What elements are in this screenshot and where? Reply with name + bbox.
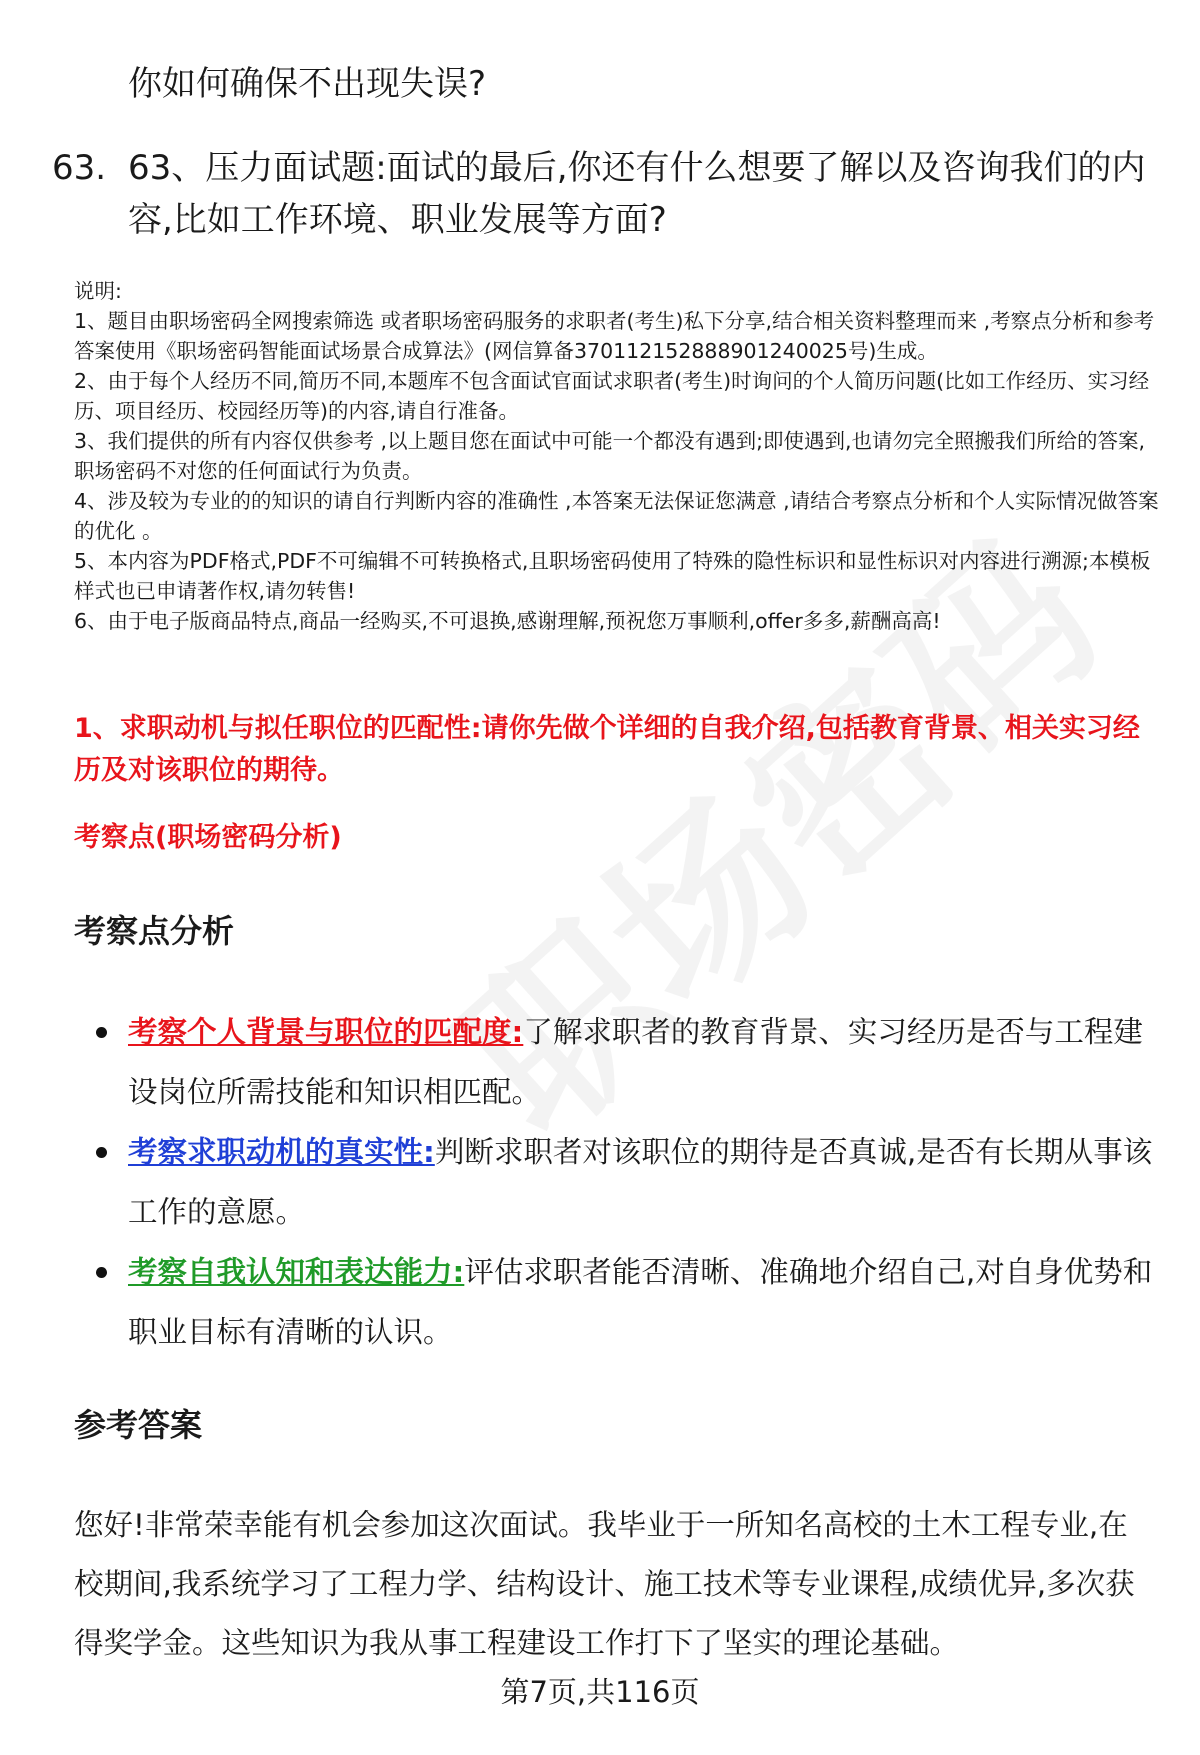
analysis-point-text: 评估求职者能否清晰、准确地介绍自己,对自身优势和职业目标有清晰的认识。	[128, 1255, 1153, 1349]
question-number: 63.	[52, 148, 107, 188]
analysis-point	[96, 1242, 1156, 1362]
analysis-subheading: 考察点(职场密码分析)	[74, 822, 342, 853]
note-item: 4、涉及较为专业的的知识的请自行判断内容的准确性 ,本答案无法保证您满意 ,请结合考察点分析和个人实际情况做答案的优化 。	[74, 489, 1159, 543]
note-item: 1、题目由职场密码全网搜索筛选 或者职场密码服务的求职者(考生)私下分享,结合相关资料整理而来 ,考察点分析和参考答案使用《职场密码智能面试场景合成算法》(网信算备370112152888901240025号)生成。	[74, 309, 1155, 363]
analysis-point-key: 考察求职动机的真实性:	[128, 1135, 435, 1169]
notes-title: 说明:	[74, 279, 122, 303]
analysis-point-text: 了解求职者的教育背景、实习经历是否与工程建设岗位所需技能和知识相匹配。	[128, 1015, 1143, 1109]
note-item: 2、由于每个人经历不同,简历不同,本题库不包含面试官面试求职者(考生)时询问的个人简历问题(比如工作经历、实习经历、项目经历、校园经历等)的内容,请自行准备。	[74, 369, 1150, 423]
answer-paragraph: 您好!非常荣幸能有机会参加这次面试。我毕业于一所知名高校的土木工程专业,在校期间,我系统学习了工程力学、结构设计、施工技术等专业课程,成绩优异,多次获得奖学金。这些知识为我从事工程建设工作打下了坚实的理论基础。	[74, 1508, 1135, 1660]
bullet-icon	[96, 1267, 107, 1278]
analysis-point-text: 判断求职者对该职位的期待是否真诚,是否有长期从事该工作的意愿。	[128, 1135, 1153, 1229]
answer-heading: 参考答案	[74, 1406, 203, 1444]
note-item: 5、本内容为PDF格式,PDF不可编辑不可转换格式,且职场密码使用了特殊的隐性标识和显性标识对内容进行溯源;本模板样式也已申请著作权,请勿转售!	[74, 549, 1151, 603]
analysis-list	[96, 1002, 1156, 1362]
analysis-point	[96, 1002, 1156, 1122]
notes-section	[74, 276, 1164, 636]
question-1: 1、求职动机与拟任职位的匹配性:请你先做个详细的自我介绍,包括教育背景、相关实习经历及对该职位的期待。	[74, 713, 1140, 786]
answer-body	[74, 1496, 1144, 1673]
analysis-point	[96, 1122, 1156, 1242]
page-footer: 第7页,共116页	[500, 1675, 700, 1709]
question-continuation: 你如何确保不出现失误?	[128, 64, 487, 104]
bullet-icon	[96, 1027, 107, 1038]
analysis-point-key: 考察个人背景与职位的匹配度:	[128, 1015, 524, 1049]
note-item: 3、我们提供的所有内容仅供参考 ,以上题目您在面试中可能一个都没有遇到;即使遇到,也请勿完全照搬我们所给的答案,职场密码不对您的任何面试行为负责。	[74, 429, 1146, 483]
analysis-heading: 考察点分析	[74, 912, 235, 950]
analysis-point-key: 考察自我认知和表达能力:	[128, 1255, 465, 1289]
note-item: 6、由于电子版商品特点,商品一经购买,不可退换,感谢理解,预祝您万事顺利,offer多多,薪酬高高!	[74, 609, 941, 633]
bullet-icon	[96, 1147, 107, 1158]
question-63	[52, 142, 1152, 246]
question-text: 63、压力面试题:面试的最后,你还有什么想要了解以及咨询我们的内容,比如工作环境、职业发展等方面?	[128, 148, 1146, 240]
